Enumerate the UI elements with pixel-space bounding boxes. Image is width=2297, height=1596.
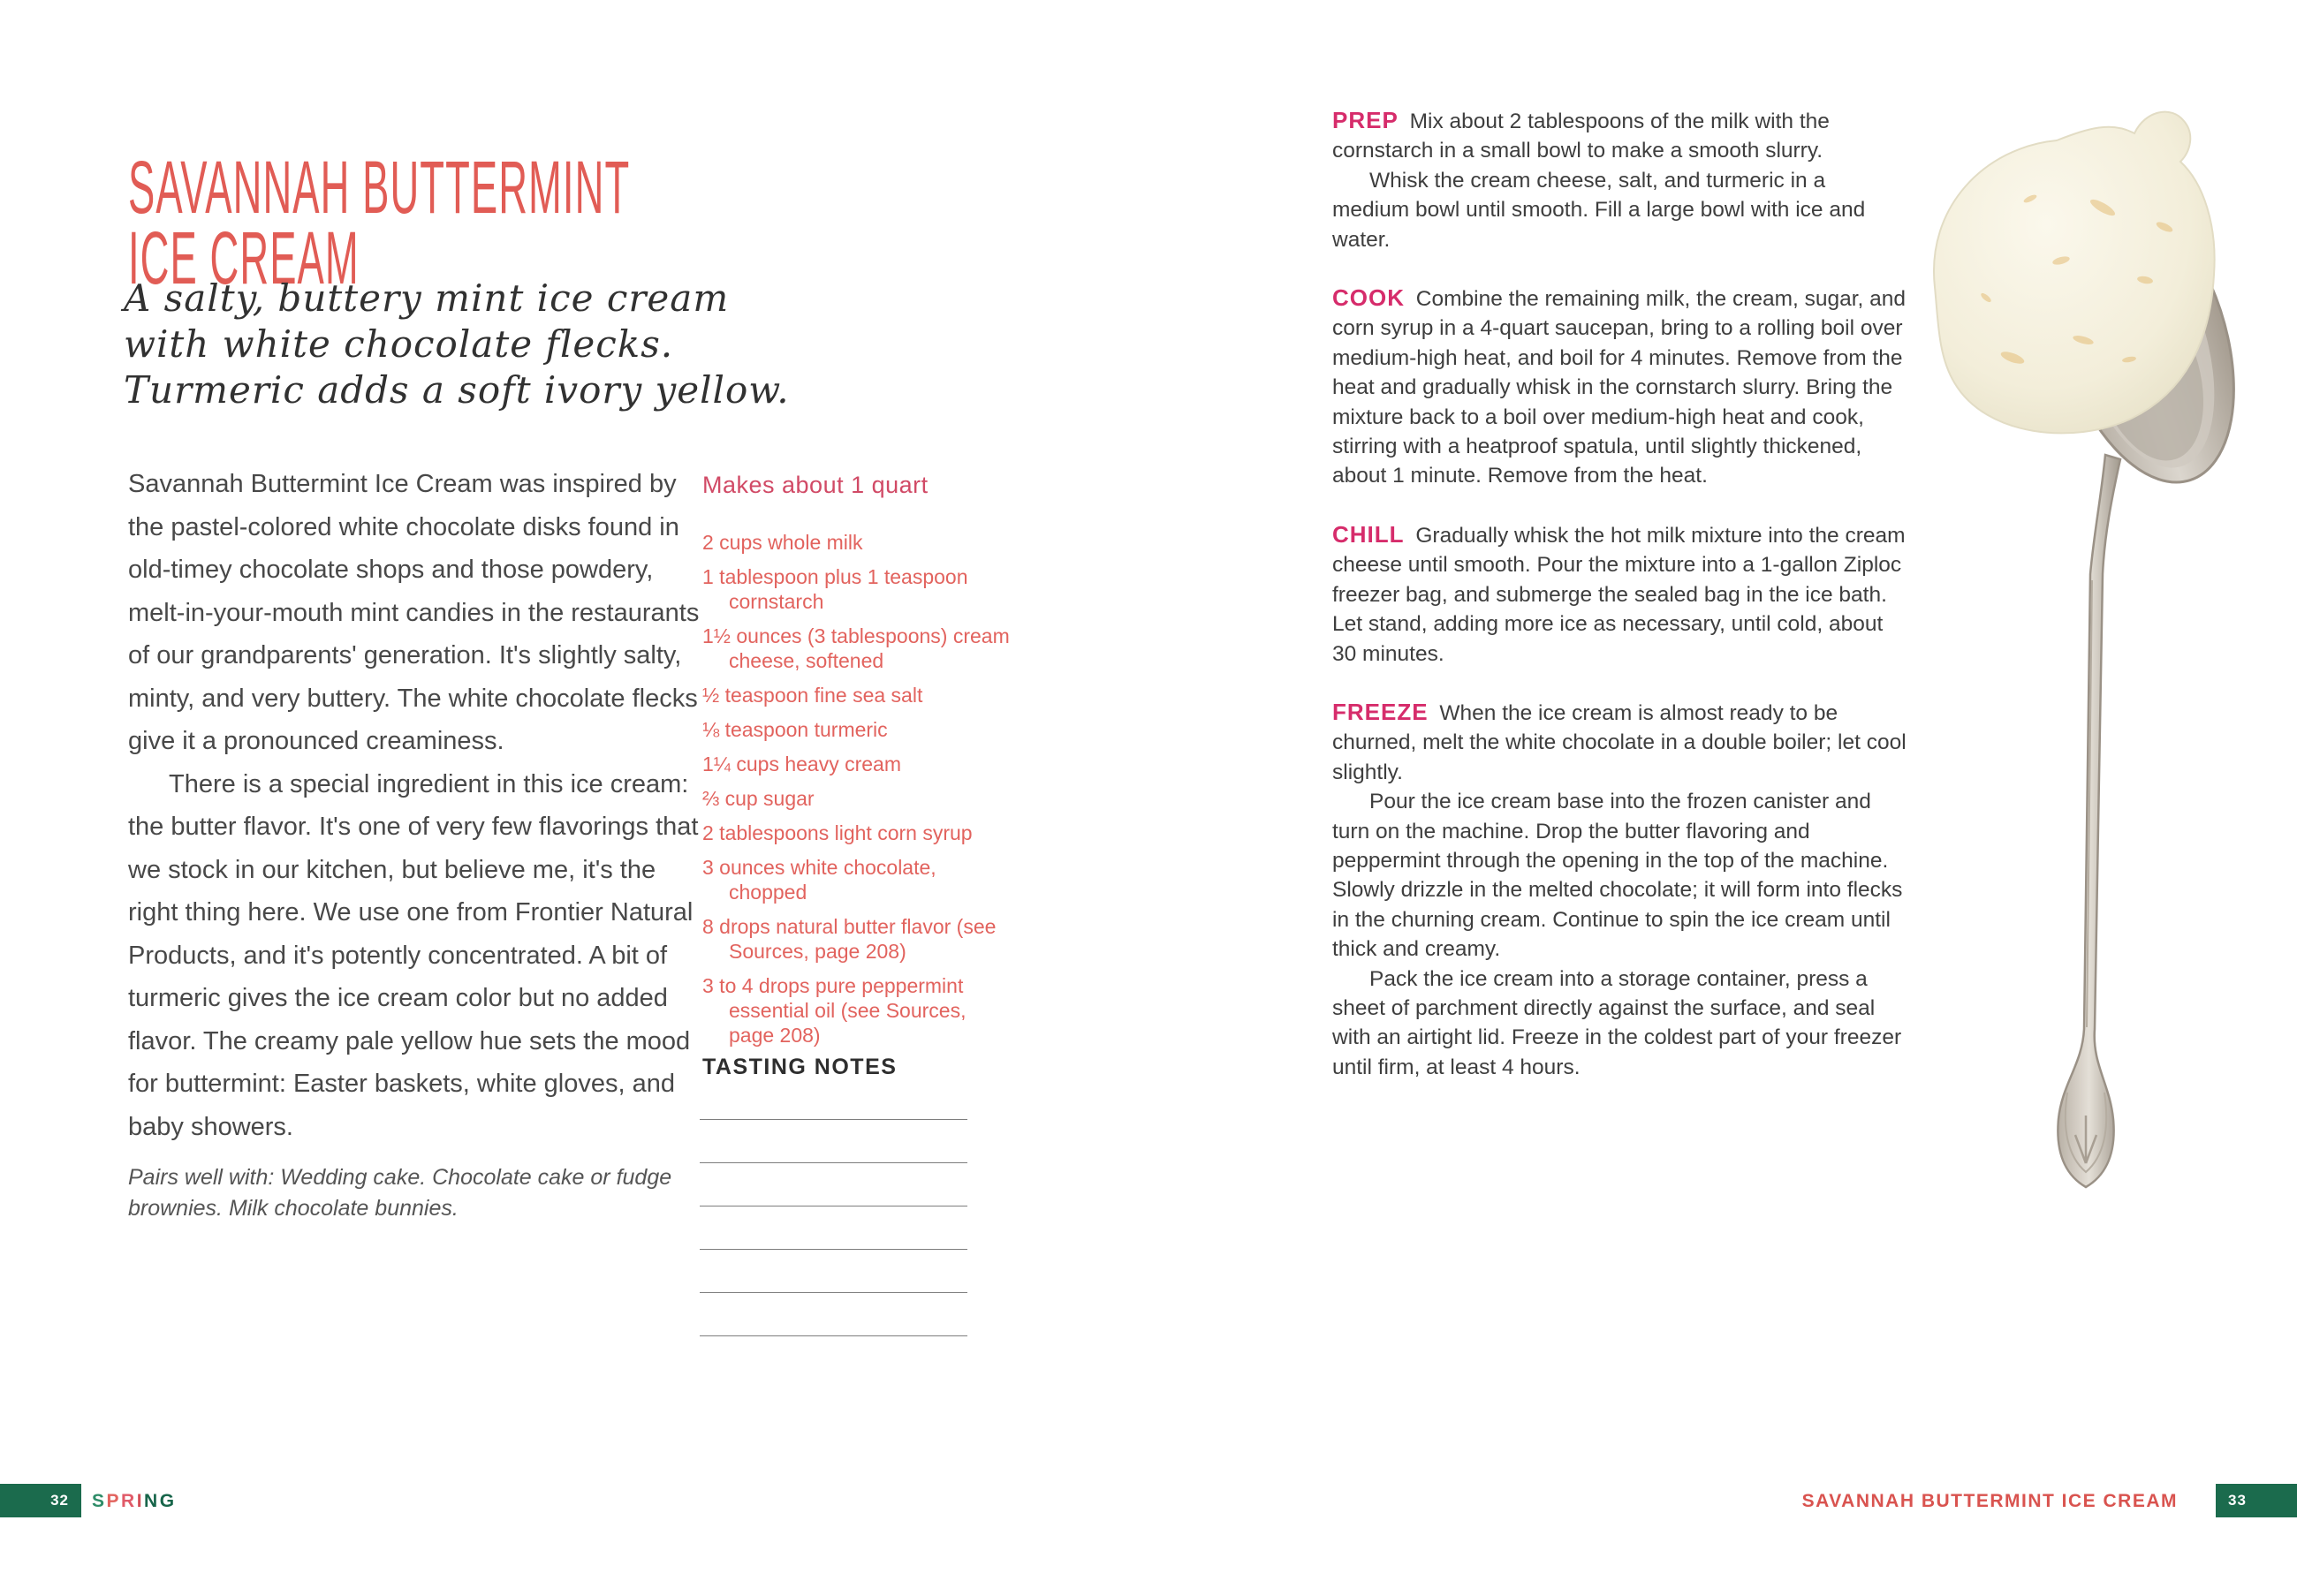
ingredient-item: 3 to 4 drops pure peppermint essential oil (see Sources, page 208)	[702, 974, 967, 1047]
step-paragraph: Whisk the cream cheese, salt, and turmeric in a medium bowl until smooth. Fill a large bowl with ice and water.	[1332, 168, 1866, 252]
ingredient-item: 1¼ cups heavy cream	[702, 753, 902, 775]
tasting-notes-line	[700, 1163, 967, 1206]
ingredient-item: 3 ounces white chocolate, chopped	[702, 856, 936, 904]
step-paragraph: COOK Combine the remaining milk, the cream, sugar, and corn syrup in a 4-quart saucepan, bring to a rolling boil over medium-high heat, and boil for 4 minutes. Remove from the heat and gradually whisk in the cornstarch slurry. Bring the mixture back to a boil over medium-high heat and cook, stirring with a heatproof spatula, until slightly thickened, about 1 minute. Remove from the heat.	[1332, 284, 1907, 488]
recipe-title-line2: ICE CREAM	[128, 216, 360, 300]
footer-section-letter: S	[92, 1491, 107, 1511]
footer-section-letter: P	[106, 1491, 122, 1511]
steps	[1332, 106, 1907, 1111]
ingredient-item: 2 tablespoons light corn syrup	[702, 821, 973, 844]
pairs-well-with-note: Pairs well with: Wedding cake. Chocolate cake or fudge brownies. Milk chocolate bunnies.	[128, 1165, 672, 1221]
handwritten-line: A salty, buttery mint ice cream	[124, 276, 730, 320]
ingredient-item: 8 drops natural butter flavor (see Sources, page 208)	[702, 915, 997, 963]
ingredient-item: 1½ ounces (3 tablespoons) cream cheese, softened	[702, 624, 1010, 672]
recipe-step-chill	[1332, 520, 1907, 669]
footer-section-letter: R	[121, 1491, 137, 1511]
spoon-handle	[2058, 455, 2120, 1187]
handwritten-line: Turmeric adds a soft ivory yellow.	[124, 368, 790, 412]
recipe-step-cook	[1332, 284, 1907, 491]
step-paragraph: PREP Mix about 2 tablespoons of the milk with the cornstarch in a small bowl to make a smooth slurry.	[1332, 107, 1830, 163]
page-number-left: 32	[0, 1484, 81, 1517]
footer-section-name	[92, 1491, 177, 1512]
recipe-introduction	[128, 463, 704, 1148]
footer-recipe-title: SAVANNAH BUTTERMINT ICE CREAM	[1801, 1491, 2178, 1511]
ingredient-item: ⅛ teaspoon turmeric	[702, 718, 888, 741]
recipe-step-prep	[1332, 106, 1907, 254]
intro-paragraph-1: Savannah Buttermint Ice Cream was inspired by the pastel-colored white chocolate disks found in old-timey chocolate shops and those powdery, melt-in-your-mouth mint candies in the restaurants of our grandparents' generation. It's slightly salty, minty, and very buttery. The white chocolate flecks give it a pronounced creaminess.	[128, 470, 700, 755]
ingredient-item: ½ teaspoon fine sea salt	[702, 684, 923, 707]
footer-section-letter: G	[159, 1491, 177, 1511]
step-label: PREP	[1332, 107, 1399, 133]
handwritten-line: with white chocolate flecks.	[124, 322, 674, 366]
step-label: FREEZE	[1332, 698, 1429, 725]
recipe-title	[128, 146, 631, 300]
recipe-step-freeze	[1332, 698, 1907, 1082]
ingredient-item: 1 tablespoon plus 1 teaspoon cornstarch	[702, 565, 968, 613]
page-number-right: 33	[2216, 1484, 2297, 1517]
recipe-title-line1: SAVANNAH BUTTERMINT	[128, 146, 631, 230]
step-label: COOK	[1332, 284, 1405, 312]
intro-paragraph-2: There is a special ingredient in this ice cream: the butter flavor. It's one of very few flavorings that we stock in our kitchen, but believe me, it's the right thing here. We use one from Frontier Natural Products, and it's potently concentrated. A bit of turmeric gives the ice cream color but no added flavor. The creamy pale yellow hue sets the mood for buttermint: Easter baskets, white gloves, and baby showers.	[128, 769, 699, 1141]
tasting-notes-line	[700, 1120, 967, 1163]
ingredients-list	[702, 530, 1010, 1057]
spoon-photo	[1880, 75, 2260, 1232]
step-paragraph: FREEZE When the ice cream is almost ready to be churned, melt the white chocolate in a double boiler; let cool slightly.	[1332, 698, 1907, 784]
tasting-notes-line	[700, 1206, 967, 1250]
step-paragraph: Pour the ice cream base into the frozen canister and turn on the machine. Drop the butter flavoring and peppermint through the opening in the top of the machine. Slowly drizzle in the melted chocolate; it will form into flecks in the churning cream. Continue to spin the ice cream until thick and creamy.	[1332, 790, 1903, 962]
step-label: CHILL	[1332, 520, 1405, 548]
tasting-notes-line	[700, 1293, 967, 1336]
ice-cream-scoop	[1934, 112, 2215, 434]
handwritten-tagline	[124, 276, 790, 413]
footer-section-letter: N	[144, 1491, 160, 1511]
ingredient-item: 2 cups whole milk	[702, 531, 863, 554]
tasting-notes-line	[700, 1077, 967, 1120]
yield-line: Makes about 1 quart	[702, 472, 929, 498]
step-paragraph: CHILL Gradually whisk the hot milk mixture into the cream cheese until smooth. Pour the mixture into a 1-gallon Ziploc freezer bag, and submerge the sealed bag in the ice bath. Let stand, adding more ice as necessary, until cold, about 30 minutes.	[1332, 520, 1906, 666]
ingredient-item: ⅔ cup sugar	[702, 787, 815, 810]
tasting-notes-label: TASTING NOTES	[702, 1055, 898, 1079]
step-paragraph: Pack the ice cream into a storage container, press a sheet of parchment directly against the surface, and seal with an airtight lid. Freeze in the coldest part of your freezer until firm, at least 4 hours.	[1332, 966, 1902, 1079]
tasting-notes-line	[700, 1250, 967, 1293]
footer-section-letter: I	[136, 1491, 145, 1511]
tasting-notes-lines	[700, 1077, 967, 1336]
